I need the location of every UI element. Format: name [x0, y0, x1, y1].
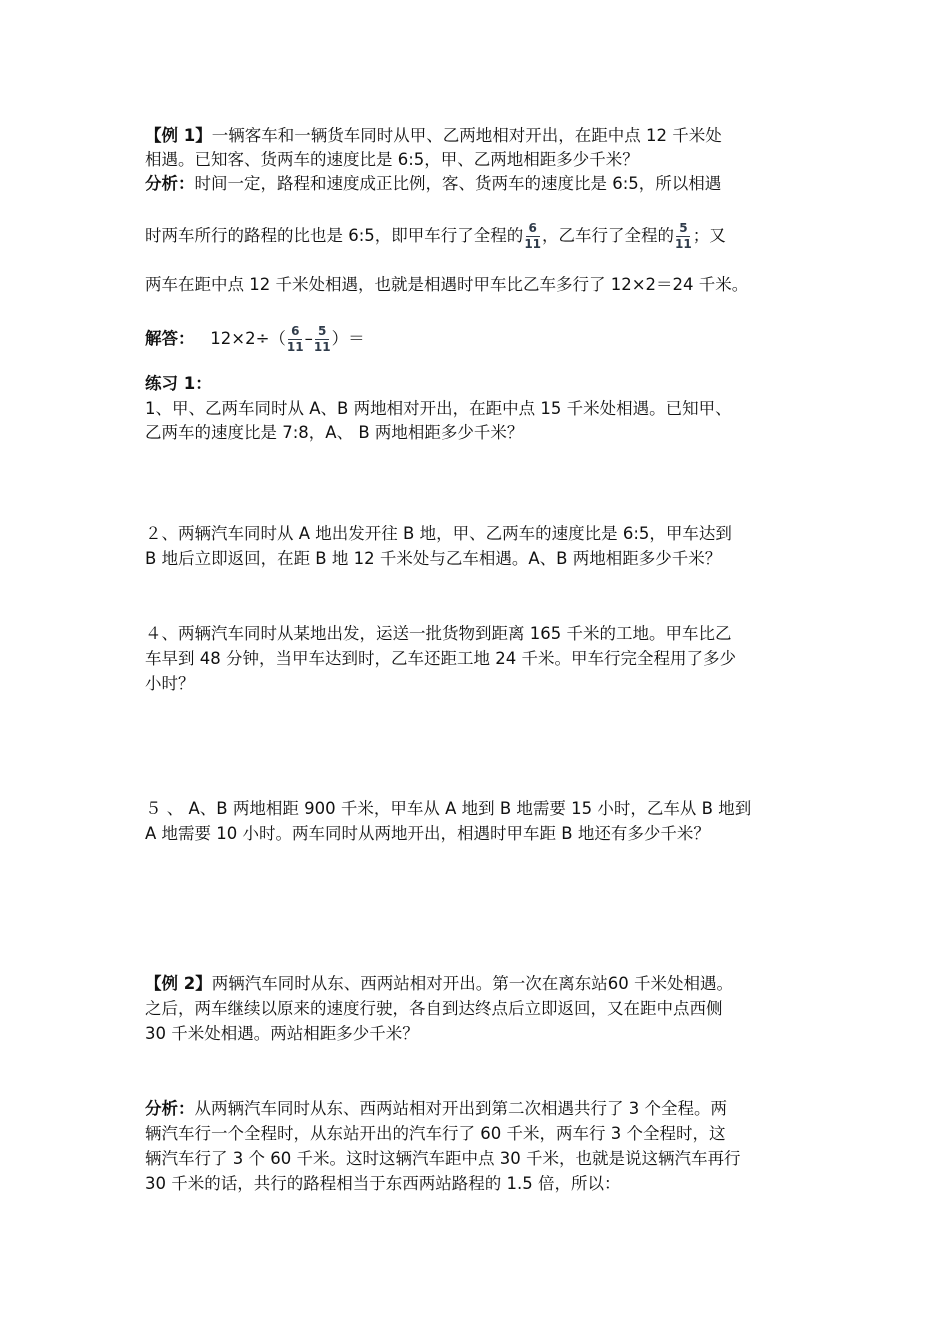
example1-title: 【例 1】 [145, 126, 212, 145]
example2-text: 两辆汽车同时从东、西两站相对开出。第一次在离东站60 千米处相遇。 [211, 974, 733, 993]
minus-sign: – [304, 329, 313, 348]
question4-line3: 小时？ [145, 674, 195, 693]
example2-line2: 之后，两车继续以原来的速度行驶，各自到达终点后立即返回，又在距中点西侧 [145, 999, 723, 1018]
fraction-five-elevenths [314, 325, 331, 354]
question5-line1: ５ 、 A、B 两地相距 900 千米，甲车从 A 地到 B 地需要 15 小时，乙车从 B 地到 [145, 799, 752, 818]
fraction-denominator: 11 [675, 237, 692, 251]
fraction-numerator: 6 [528, 221, 537, 235]
analysis2-line1 [145, 1097, 727, 1121]
analysis1-line2-c: ；又 [692, 226, 726, 245]
example2-line1 [145, 972, 733, 996]
analysis2-text: 从两辆汽车同时从东、西两站相对开出到第二次相遇共行了 3 个全程。两 [194, 1099, 727, 1118]
solution1-line [145, 325, 365, 354]
question1-line2: 乙两车的速度比是 7:8，A、 B 两地相距多少千米？ [145, 423, 524, 442]
analysis1-label: 分析： [145, 174, 195, 193]
question4-line2: 车早到 48 分钟，当甲车达到时，乙车还距工地 24 千米。甲车行完全程用了多少 [145, 649, 736, 668]
fraction-denominator: 11 [313, 340, 331, 354]
solution1-expr-a: 12×2÷（ [210, 329, 286, 348]
analysis1-line2 [145, 222, 726, 251]
analysis2-line2: 辆汽车行一个全程时，从东站开出的汽车行了 60 千米，两车行 3 个全程时，这 [145, 1124, 726, 1143]
fraction-denominator: 11 [524, 237, 542, 251]
fraction-six-elevenths [287, 325, 304, 354]
fraction-six-elevenths [524, 222, 541, 251]
question1-line1: 1、甲、乙两车同时从 A、B 两地相对开出，在距中点 15 千米处相遇。已知甲、 [145, 399, 732, 418]
example1-line2: 相遇。已知客、货两车的速度比是 6:5，甲、乙两地相距多少千米？ [145, 150, 639, 169]
solution1-label: 解答： [145, 329, 195, 348]
example1-line1 [145, 124, 722, 148]
analysis1-line3: 两车在距中点 12 千米处相遇，也就是相遇时甲车比乙车多行了 12×2＝24 千米。 [145, 275, 749, 294]
question2-line2: B 地后立即返回，在距 B 地 12 千米处与乙车相遇。A、B 两地相距多少千米？ [145, 549, 722, 568]
analysis1-line2-a: 时两车所行的路程的比也是 6:5，即甲车行了全程的 [145, 226, 524, 245]
fraction-five-elevenths [675, 222, 692, 251]
analysis1-line2-b: ，乙车行了全程的 [542, 226, 675, 245]
analysis2-line3: 辆汽车行了 3 个 60 千米。这时这辆汽车距中点 30 千米，也就是说这辆汽车再行 [145, 1149, 741, 1168]
practice1-title: 练习 1： [145, 374, 212, 393]
example2-line3: 30 千米处相遇。两站相距多少千米？ [145, 1024, 419, 1043]
example1-text: 一辆客车和一辆货车同时从甲、乙两地相对开出，在距中点 12 千米处 [211, 126, 722, 145]
fraction-numerator: 5 [318, 324, 327, 338]
fraction-numerator: 6 [291, 324, 300, 338]
analysis1-line1 [145, 172, 721, 196]
question4-line1: ４、两辆汽车同时从某地出发，运送一批货物到距离 165 千米的工地。甲车比乙 [145, 624, 732, 643]
fraction-denominator: 11 [286, 340, 304, 354]
question5-line2: A 地需要 10 小时。两车同时从两地开出，相遇时甲车距 B 地还有多少千米？ [145, 824, 710, 843]
example2-title: 【例 2】 [145, 974, 212, 993]
analysis2-label: 分析： [145, 1099, 195, 1118]
analysis1-text: 时间一定，路程和速度成正比例，客、货两车的速度比是 6:5，所以相遇 [194, 174, 722, 193]
fraction-numerator: 5 [679, 221, 688, 235]
solution1-expr-b: ）＝ [331, 329, 365, 348]
question2-line1: ２、两辆汽车同时从 A 地出发开往 B 地，甲、乙两车的速度比是 6:5，甲车达到 [145, 524, 732, 543]
analysis2-line4: 30 千米的话，共行的路程相当于东西两站路程的 1.5 倍，所以： [145, 1174, 621, 1193]
